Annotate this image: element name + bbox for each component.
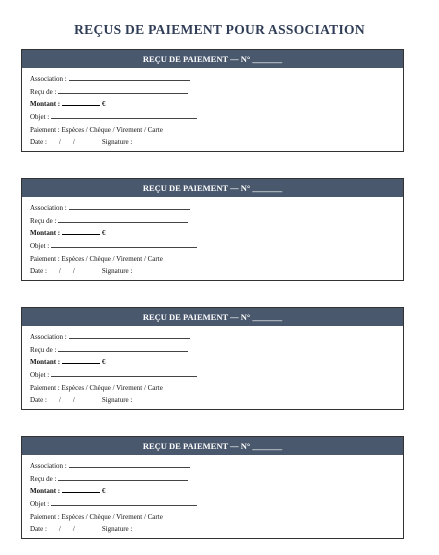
date-separator: / (58, 396, 61, 405)
receipt-card (21, 436, 404, 539)
objet-field[interactable] (51, 111, 197, 119)
association-label: Association : (30, 333, 67, 341)
association-label: Association : (30, 75, 67, 83)
association-row (30, 460, 403, 473)
receipt-body (22, 68, 403, 149)
recu-de-row (30, 473, 403, 486)
association-label: Association : (30, 462, 67, 470)
montant-label: Montant : (30, 100, 61, 109)
paiement-row: Paiement : Espèces / Chèque / Virement / Carte (30, 512, 163, 521)
date-separator: / (72, 525, 75, 534)
date-label: Date : (30, 138, 47, 147)
euro-symbol: € (101, 487, 106, 496)
date-separator: / (58, 525, 61, 534)
receipt-header: REÇU DE PAIEMENT — N° _______ (22, 437, 403, 455)
date-label: Date : (30, 525, 47, 534)
date-label: Date : (30, 396, 47, 405)
association-row (30, 73, 403, 86)
euro-symbol: € (101, 358, 106, 367)
euro-symbol: € (101, 100, 106, 109)
receipt-header: REÇU DE PAIEMENT — N° _______ (22, 179, 403, 197)
objet-field[interactable] (51, 240, 197, 248)
objet-label: Objet : (30, 113, 50, 122)
signature-label: Signature : (101, 396, 133, 405)
recu-de-row (30, 344, 403, 357)
association-row (30, 331, 403, 344)
objet-row (30, 498, 403, 511)
date-signature-row (30, 265, 403, 278)
montant-field[interactable] (62, 485, 100, 493)
objet-label: Objet : (30, 242, 50, 251)
montant-row (30, 485, 403, 498)
association-field[interactable] (69, 460, 190, 468)
euro-symbol: € (101, 229, 106, 238)
objet-label: Objet : (30, 500, 50, 509)
date-signature-row (30, 394, 403, 407)
objet-row (30, 111, 403, 124)
recu-de-field[interactable] (58, 473, 188, 481)
association-field[interactable] (69, 73, 190, 81)
recu-de-row (30, 215, 403, 228)
date-separator: / (72, 138, 75, 147)
association-field[interactable] (69, 202, 190, 210)
receipt-card (21, 49, 404, 152)
date-separator: / (72, 267, 75, 276)
recu-de-label: Reçu de : (30, 345, 57, 354)
page-title: REÇUS DE PAIEMENT POUR ASSOCIATION (74, 22, 365, 37)
receipt-card (21, 307, 404, 410)
recu-de-field[interactable] (58, 344, 188, 352)
signature-label: Signature : (101, 525, 133, 534)
receipt-body (22, 326, 403, 407)
date-separator: / (58, 138, 61, 147)
montant-row (30, 356, 403, 369)
receipt-body (22, 197, 403, 278)
date-signature-row (30, 136, 403, 149)
date-separator: / (58, 267, 61, 276)
montant-label: Montant : (30, 358, 61, 367)
montant-row (30, 227, 403, 240)
date-separator: / (72, 396, 75, 405)
date-label: Date : (30, 267, 47, 276)
recu-de-label: Reçu de : (30, 87, 57, 96)
objet-field[interactable] (51, 369, 197, 377)
objet-field[interactable] (51, 498, 197, 506)
recu-de-field[interactable] (58, 86, 188, 94)
receipt-header: REÇU DE PAIEMENT — N° _______ (22, 50, 403, 68)
objet-row (30, 369, 403, 382)
montant-label: Montant : (30, 487, 61, 496)
montant-row (30, 98, 403, 111)
association-field[interactable] (69, 331, 190, 339)
date-signature-row (30, 523, 403, 536)
receipt-body (22, 455, 403, 536)
recu-de-label: Reçu de : (30, 474, 57, 483)
montant-field[interactable] (62, 98, 100, 106)
recu-de-label: Reçu de : (30, 216, 57, 225)
association-row (30, 202, 403, 215)
paiement-row: Paiement : Espèces / Chèque / Virement / Carte (30, 125, 163, 134)
association-label: Association : (30, 204, 67, 212)
signature-label: Signature : (101, 138, 133, 147)
montant-label: Montant : (30, 229, 61, 238)
montant-field[interactable] (62, 356, 100, 364)
objet-label: Objet : (30, 371, 50, 380)
receipt-card (21, 178, 404, 281)
montant-field[interactable] (62, 227, 100, 235)
paiement-row: Paiement : Espèces / Chèque / Virement / Carte (30, 383, 163, 392)
paiement-row: Paiement : Espèces / Chèque / Virement / Carte (30, 254, 163, 263)
receipt-header: REÇU DE PAIEMENT — N° _______ (22, 308, 403, 326)
recu-de-field[interactable] (58, 215, 188, 223)
objet-row (30, 240, 403, 253)
recu-de-row (30, 86, 403, 99)
signature-label: Signature : (101, 267, 133, 276)
